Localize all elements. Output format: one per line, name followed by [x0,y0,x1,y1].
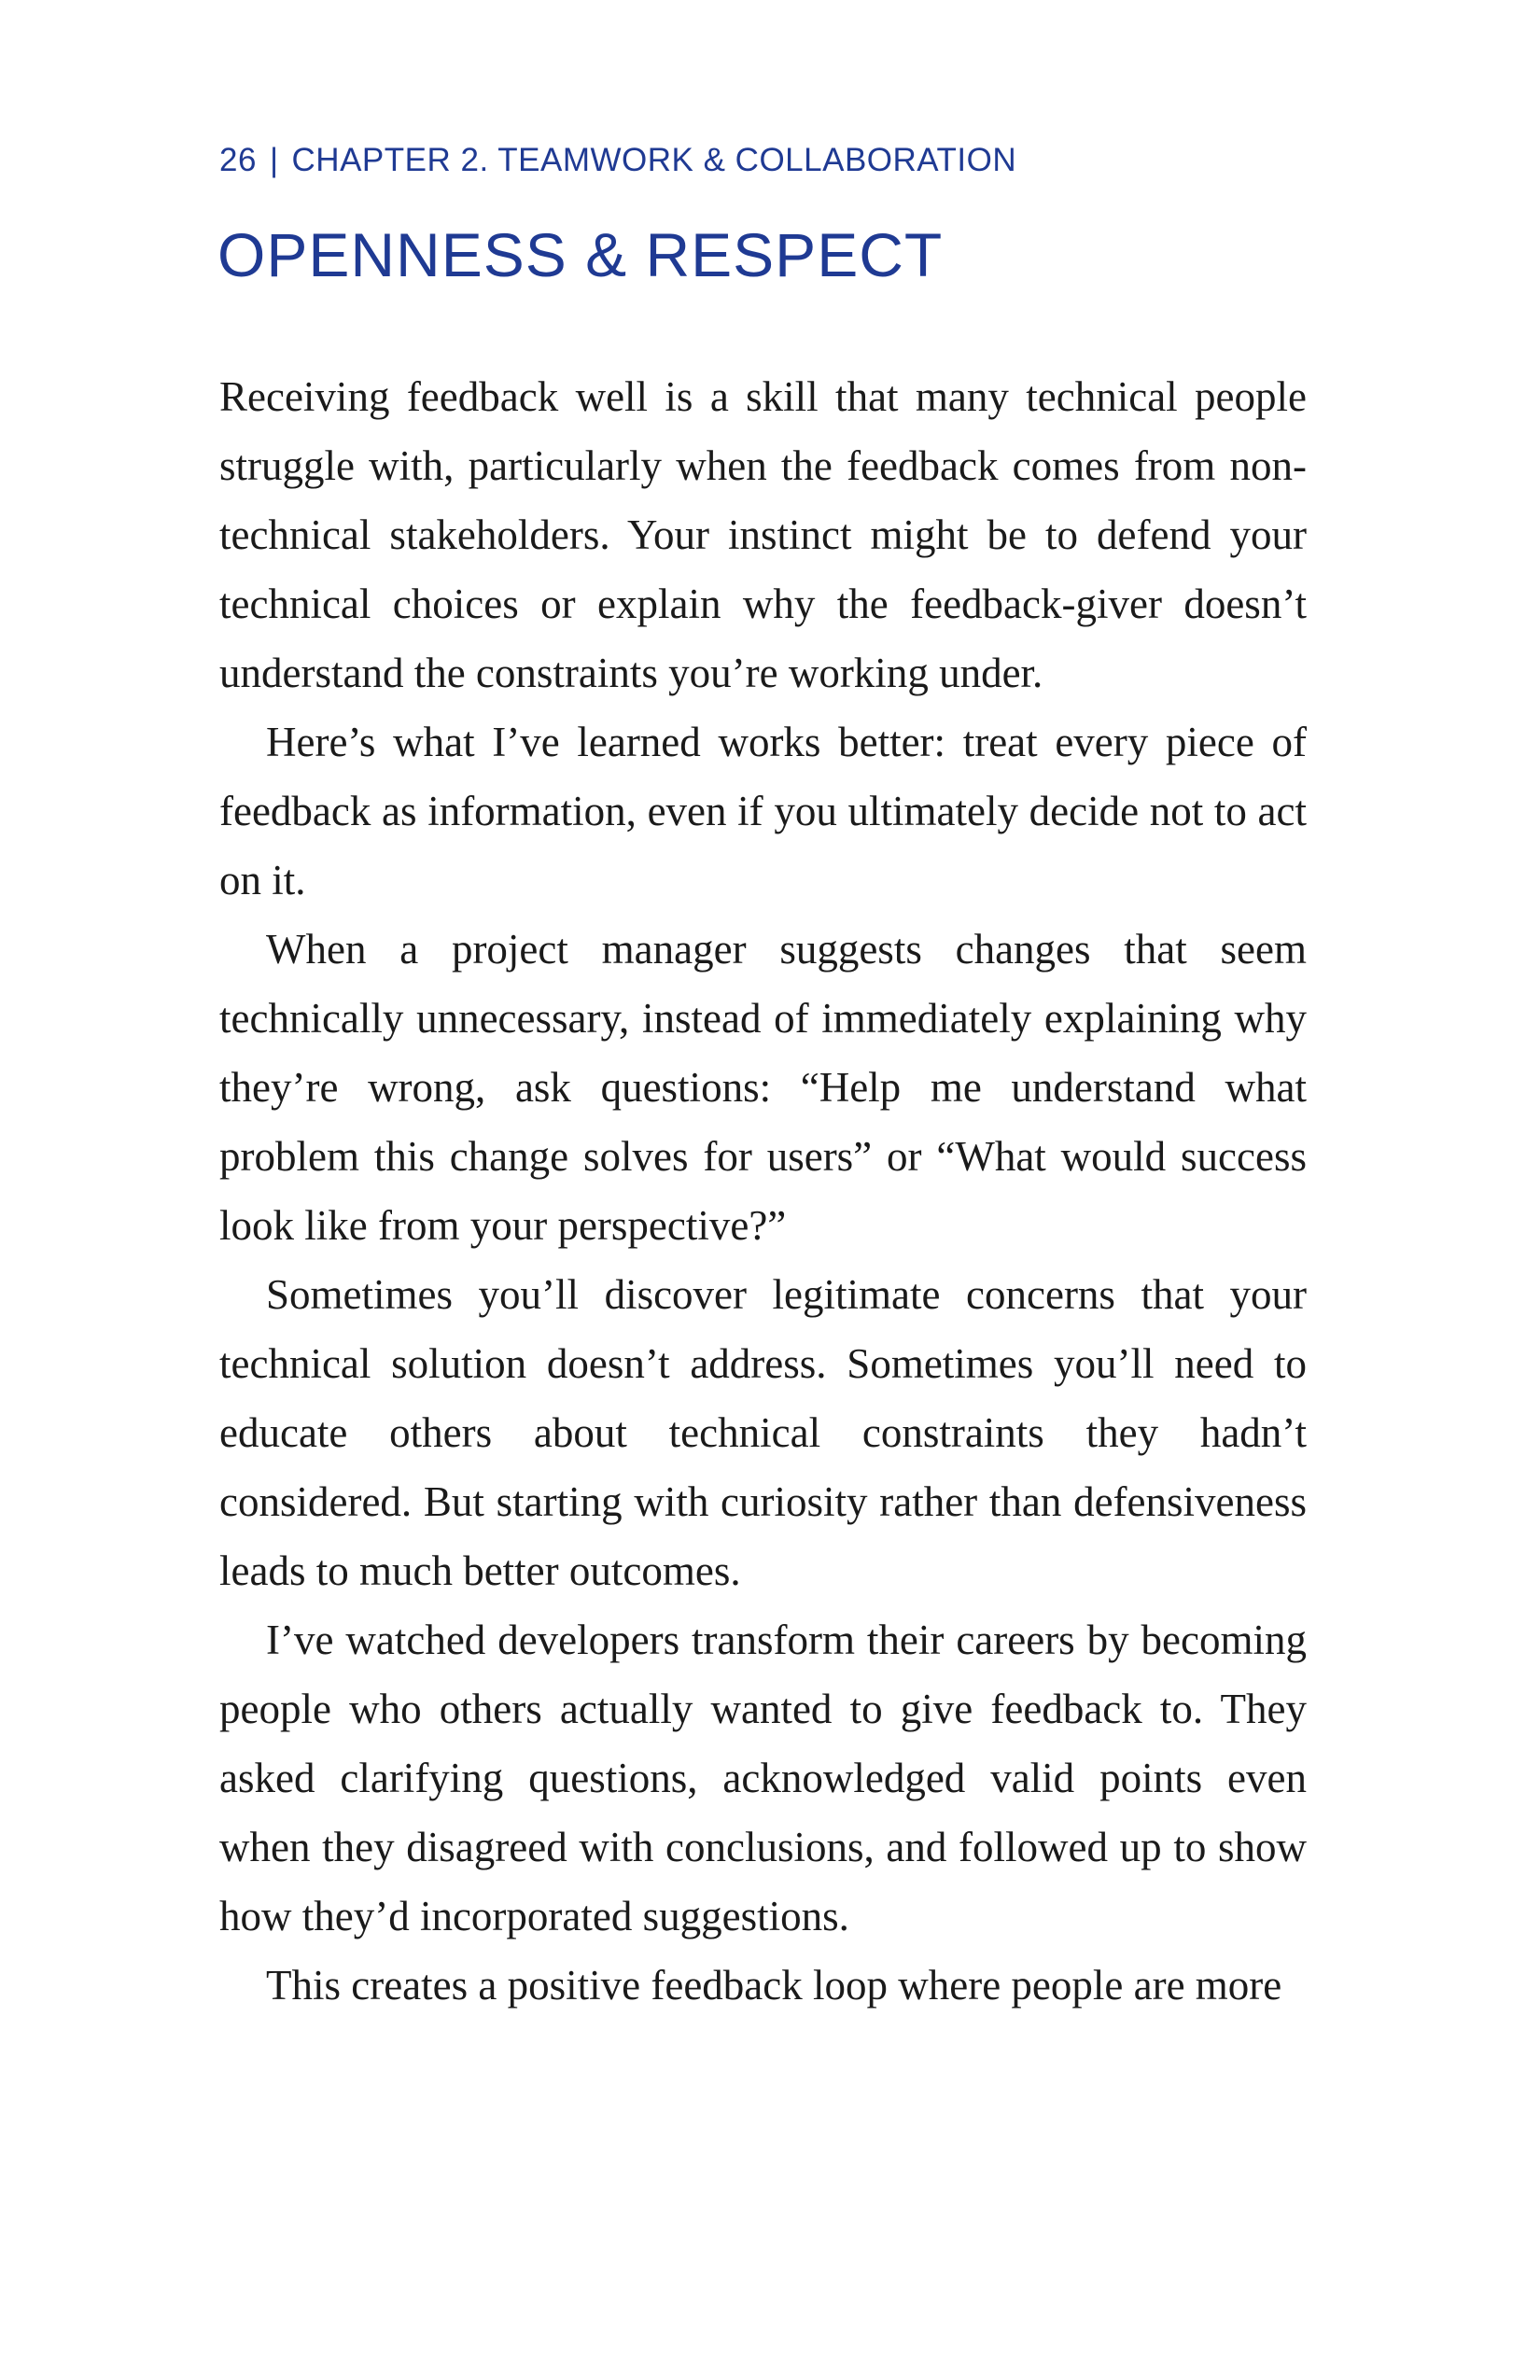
page-number: 26 [219,142,257,178]
paragraph: When a project manager suggests changes that seem technically unnecessary, instead of immediately explaining why they’re wrong, ask questions: “Help me understand what problem this change solves for users” or “What would success look like from your perspective?” [219,926,1307,1249]
paragraph: Receiving feedback well is a skill that many technical people struggle with, particularly when the feedback comes from non-technical stakeholders. Your instinct might be to defend your technical choices or explain why the feedback-giver doesn’t understand the constraints you’re working under. [219,373,1307,696]
running-head-separator: | [269,142,279,178]
paragraph: This creates a positive feedback loop where people are more [266,1962,1282,2009]
paragraph: I’ve watched developers transform their careers by becoming people who others actually wanted to give feedback to. They asked clarifying questions, acknowledged valid points even when they disagreed with conclusions, and followed up to show how they’d incorporated suggestions. [219,1617,1307,1939]
running-head [219,142,1016,179]
body-text [219,362,1307,2020]
section-title: OPENNESS & RESPECT [217,220,944,289]
paragraph: Here’s what I’ve learned works better: treat every piece of feedback as information, even if you ultimately decide not to act on it. [219,719,1307,903]
chapter-title: CHAPTER 2. TEAMWORK & COLLABORATION [291,142,1017,178]
paragraph: Sometimes you’ll discover legitimate concerns that your technical solution doesn’t address. Sometimes you’ll need to educate others about technical constraints they hadn’t considered. But starting with curiosity rather than defensiveness leads to much better outcomes. [219,1271,1307,1594]
